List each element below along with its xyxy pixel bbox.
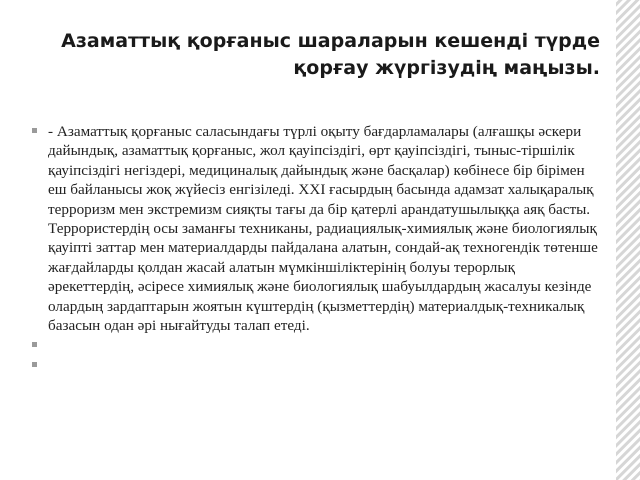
empty-bullet-item bbox=[30, 335, 604, 355]
empty-bullet-item bbox=[30, 355, 604, 375]
bullet-list bbox=[30, 122, 604, 375]
slide-title: Азаматтық қорғаныс шараларын кешенді түрде қорғау жүргізудің маңызы. bbox=[61, 30, 600, 79]
bullet-square-icon bbox=[32, 342, 37, 347]
slide-edge-decoration bbox=[610, 0, 640, 480]
bullet-square-icon bbox=[32, 362, 37, 367]
bullet-item bbox=[30, 122, 604, 335]
bullet-square-icon bbox=[32, 128, 37, 133]
diagonal-stripes-pattern bbox=[610, 0, 640, 480]
bullet-text: - Азаматтық қорғаныс саласындағы түрлі оқыту бағдарламалары (алғашқы әскери дайындық, азаматтық қорғаныс, жол қауіпсіздігі, өрт қауіпсіздігі, тыныс-тіршілік қауіпсіздігі негіздері, медициналық дайындық және басқалар) көбінесе бір бірімен еш байланысы жоқ жүйесіз енгізіледі. XXI ғасырдың басында адамзат халықаралық терроризм мен экстремизм сияқты тағы да бір қатерлі арандатушылыққа аяқ басты. Террористердің осы заманғы техниканы, радиациялық-химиялық және биологиялық қауіпті заттар мен материалдарды пайдалана алатын, сондай-ақ техногендік төтенше жағдайларды қолдан жасай алатын мүмкіншіліктерінің болуы терорлық әрекеттердің, әсіресе химиялық және биологиялық шабуылдардың жасалуы кезінде олардың зардаптарын жоятын күштердің (қызметтердің) материалдық-техникалық базасын одан әрі нығайтуды талап етеді. bbox=[48, 123, 598, 335]
